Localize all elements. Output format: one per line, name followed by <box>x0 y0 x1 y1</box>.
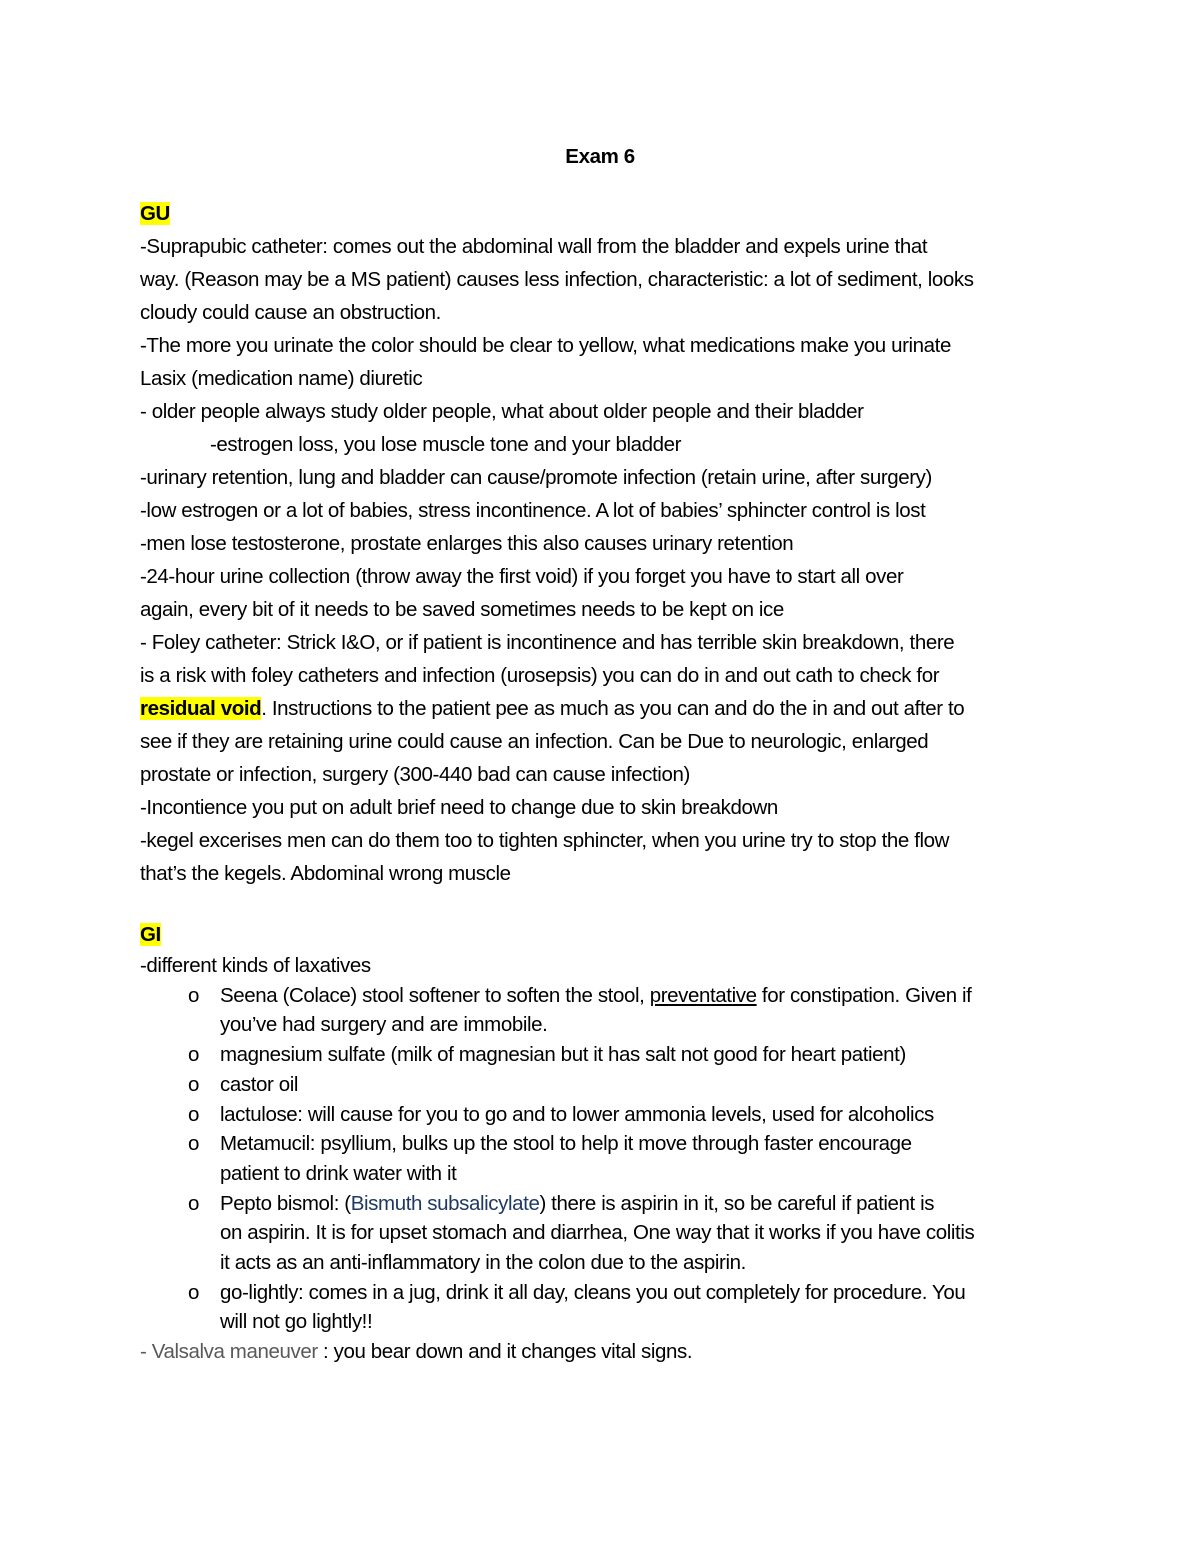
gu-line: -urinary retention, lung and bladder can cause/promote infection (retain urine, after surgery) <box>140 466 932 489</box>
bismuth-text: Bismuth subsalicylate <box>350 1191 540 1215</box>
valsalva-gray-text: - Valsalva maneuver <box>140 1340 318 1364</box>
gi-heading <box>140 918 1060 951</box>
residual-void-text: . Instructions to the patient pee as much as you can and do the in and out after to <box>261 697 965 720</box>
gu-line: way. (Reason may be a MS patient) causes less infection, characteristic: a lot of sediment, looks <box>140 268 974 291</box>
gu-section <box>140 197 1060 890</box>
gi-heading-highlight: GI <box>140 923 161 946</box>
castor-text: castor oil <box>220 1072 299 1096</box>
gi-section <box>140 918 1060 1367</box>
lactulose-text: lactulose: will cause for you to go and to lower ammonia levels, used for alcoholics <box>220 1102 934 1126</box>
gu-line: that’s the kegels. Abdominal wrong muscle <box>140 862 511 885</box>
gu-line: -The more you urinate the color should be clear to yellow, what medications make you urinate <box>140 334 951 357</box>
gu-line: - older people always study older people, what about older people and their bladder <box>140 400 864 423</box>
bullet-circle-icon: o <box>188 983 200 1007</box>
valsalva-text: : you bear down and it changes vital signs. <box>317 1340 693 1364</box>
gu-line: -Incontience you put on adult brief need to change due to skin breakdown <box>140 796 778 819</box>
list-item <box>140 1278 1060 1337</box>
gu-line-residual <box>140 692 1060 725</box>
valsalva-line <box>140 1337 1060 1367</box>
gu-line: cloudy could cause an obstruction. <box>140 301 441 324</box>
magnesium-text: magnesium sulfate (milk of magnesian but it has salt not good for heart patient) <box>220 1043 906 1067</box>
preventative-underlined: preventative <box>649 983 757 1007</box>
gu-line: is a risk with foley catheters and infection (urosepsis) you can do in and out cath to check for <box>140 664 940 687</box>
gu-line: -kegel excerises men can do them too to tighten sphincter, when you urine try to stop the flow <box>140 829 950 852</box>
pepto-text-2: on aspirin. It is for upset stomach and diarrhea, One way that it works if you have colitis <box>220 1221 975 1245</box>
bullet-circle-icon: o <box>188 1280 200 1304</box>
bullet-circle-icon: o <box>188 1043 200 1067</box>
bullet-circle-icon: o <box>188 1102 200 1126</box>
gu-heading <box>140 197 1060 230</box>
list-item <box>140 1189 1060 1278</box>
gu-heading-highlight: GU <box>140 202 170 225</box>
pepto-text-end: ) there is aspirin in it, so be careful if patient is <box>539 1191 935 1215</box>
gu-line: prostate or infection, surgery (300-440 bad can cause infection) <box>140 763 690 786</box>
gu-line: again, every bit of it needs to be saved sometimes needs to be kept on ice <box>140 598 784 621</box>
gu-line: -men lose testosterone, prostate enlarges this also causes urinary retention <box>140 532 794 555</box>
list-item <box>140 1129 1060 1188</box>
gi-intro: -different kinds of laxatives <box>140 954 371 977</box>
gu-line: -24-hour urine collection (throw away the first void) if you forget you have to start all over <box>140 565 904 588</box>
pepto-text: Pepto bismol: ( <box>220 1191 351 1215</box>
golightly-text: go-lightly: comes in a jug, drink it all day, cleans you out completely for procedure. You <box>220 1280 966 1304</box>
gu-line: - Foley catheter: Strick I&O, or if patient is incontinence and has terrible skin breakdown, there <box>140 631 955 654</box>
document-title: Exam 6 <box>565 145 635 168</box>
bullet-circle-icon: o <box>188 1072 200 1096</box>
list-item <box>140 1100 1060 1130</box>
metamucil-text-2: patient to drink water with it <box>220 1161 457 1185</box>
seena-text: Seena (Colace) stool softener to soften the stool, <box>220 983 650 1007</box>
gu-line-indented: -estrogen loss, you lose muscle tone and your bladder <box>210 433 682 456</box>
list-item <box>140 981 1060 1040</box>
laxative-list <box>140 981 1060 1337</box>
list-item <box>140 1040 1060 1070</box>
bullet-circle-icon: o <box>188 1132 200 1156</box>
gu-line: -Suprapubic catheter: comes out the abdominal wall from the bladder and expels urine that <box>140 235 928 258</box>
seena-text-end: for constipation. Given if <box>756 983 972 1007</box>
gu-line: Lasix (medication name) diuretic <box>140 367 423 390</box>
golightly-text-2: will not go lightly!! <box>220 1310 373 1334</box>
residual-void-highlight: residual void <box>140 697 262 720</box>
gu-line: -low estrogen or a lot of babies, stress incontinence. A lot of babies’ sphincter control is lost <box>140 499 926 522</box>
gu-line: see if they are retaining urine could cause an infection. Can be Due to neurologic, enlarged <box>140 730 929 753</box>
pepto-text-3: it acts as an anti-inflammatory in the colon due to the aspirin. <box>220 1251 746 1275</box>
seena-text-2: you’ve had surgery and are immobile. <box>220 1013 548 1037</box>
metamucil-text: Metamucil: psyllium, bulks up the stool to help it move through faster encourage <box>220 1132 912 1156</box>
list-item <box>140 1070 1060 1100</box>
bullet-circle-icon: o <box>188 1191 200 1215</box>
